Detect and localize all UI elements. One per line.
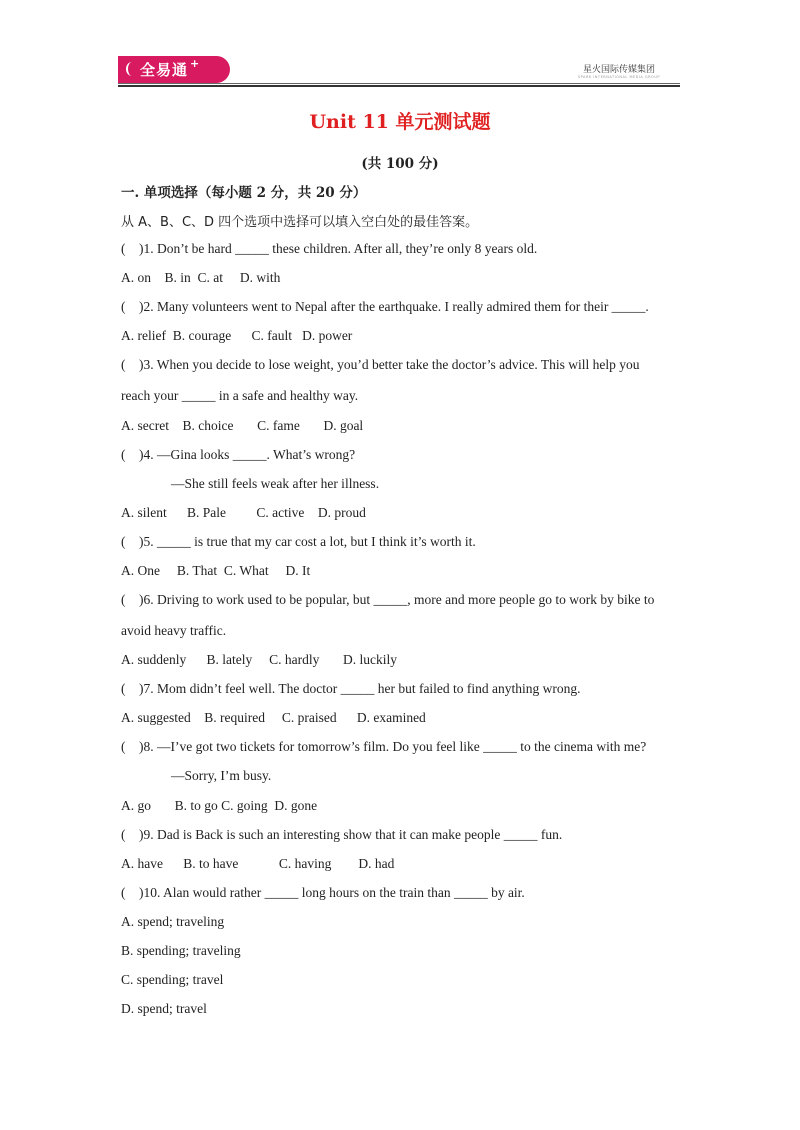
question-stem: ( )2. Many volunteers went to Nepal after the earthquake. I really admired them for their _____.	[121, 299, 649, 314]
publisher-name: 星火国际传媒集团	[582, 65, 655, 75]
question-text: —She still feels weak after her illness.	[171, 476, 380, 491]
total-score: (共 100 分)	[361, 156, 439, 172]
page-header	[118, 56, 680, 86]
publisher-mark	[578, 62, 660, 79]
answer-options: A. suddenly B. lately C. hardly D. luckily	[121, 652, 397, 667]
question-text: reach your _____ in a safe and healthy way.	[121, 388, 359, 403]
logo-text: 全易通	[140, 61, 189, 79]
answer-options: A. secret B. choice C. fame D. goal	[121, 418, 364, 433]
question-stem: ( )9. Dad is Back is such an interesting show that it can make people _____ fun.	[121, 827, 563, 842]
question-stem: ( )7. Mom didn’t feel well. The doctor _____ her but failed to find anything wrong.	[121, 681, 581, 696]
page-title: Unit 11 单元测试题	[309, 111, 491, 133]
question-stem: ( )10. Alan would rather _____ long hours on the train than _____ by air.	[121, 885, 525, 900]
logo-swoosh-icon	[126, 62, 138, 76]
publisher-subtitle: SPARK INTERNATIONAL MEDIA GROUP	[577, 75, 660, 79]
answer-options: C. spending; travel	[121, 972, 224, 987]
answer-options: A. have B. to have C. having D. had	[121, 856, 395, 871]
logo-plus: +	[190, 57, 201, 70]
answer-options: A. silent B. Pale C. active D. proud	[121, 505, 366, 520]
answer-options: A. suggested B. required C. praised D. examined	[121, 710, 426, 725]
answer-options: A. One B. That C. What D. It	[121, 563, 311, 578]
question-stem: ( )3. When you decide to lose weight, you’d better take the doctor’s advice. This will help you	[121, 357, 640, 372]
answer-options: A. spend; traveling	[121, 914, 225, 929]
section-instruction: 从 A、B、C、D 四个选项中选择可以填入空白处的最佳答案。	[121, 215, 479, 230]
header-rule-thick	[118, 85, 680, 87]
answer-options: A. on B. in C. at D. with	[121, 270, 281, 285]
header-rule	[118, 83, 680, 84]
question-text: —Sorry, I’m busy.	[171, 768, 272, 783]
answer-options: D. spend; travel	[121, 1001, 207, 1016]
answer-options: A. relief B. courage C. fault D. power	[121, 328, 353, 343]
brand-logo	[118, 56, 230, 83]
question-stem: ( )6. Driving to work used to be popular, but _____, more and more people go to work by bike to	[121, 592, 655, 607]
question-stem: ( )8. —I’ve got two tickets for tomorrow’s film. Do you feel like _____ to the cinema with me?	[121, 739, 647, 754]
section-heading: 一. 单项选择（每小题 2 分，共 20 分）	[121, 185, 367, 201]
answer-options: B. spending; traveling	[121, 943, 241, 958]
answer-options: A. go B. to go C. going D. gone	[121, 798, 318, 813]
question-text: avoid heavy traffic.	[121, 623, 227, 638]
question-stem: ( )4. —Gina looks _____. What’s wrong?	[121, 447, 356, 462]
question-stem: ( )5. _____ is true that my car cost a lot, but I think it’s worth it.	[121, 534, 476, 549]
question-stem: ( )1. Don’t be hard _____ these children. After all, they’re only 8 years old.	[121, 241, 538, 256]
